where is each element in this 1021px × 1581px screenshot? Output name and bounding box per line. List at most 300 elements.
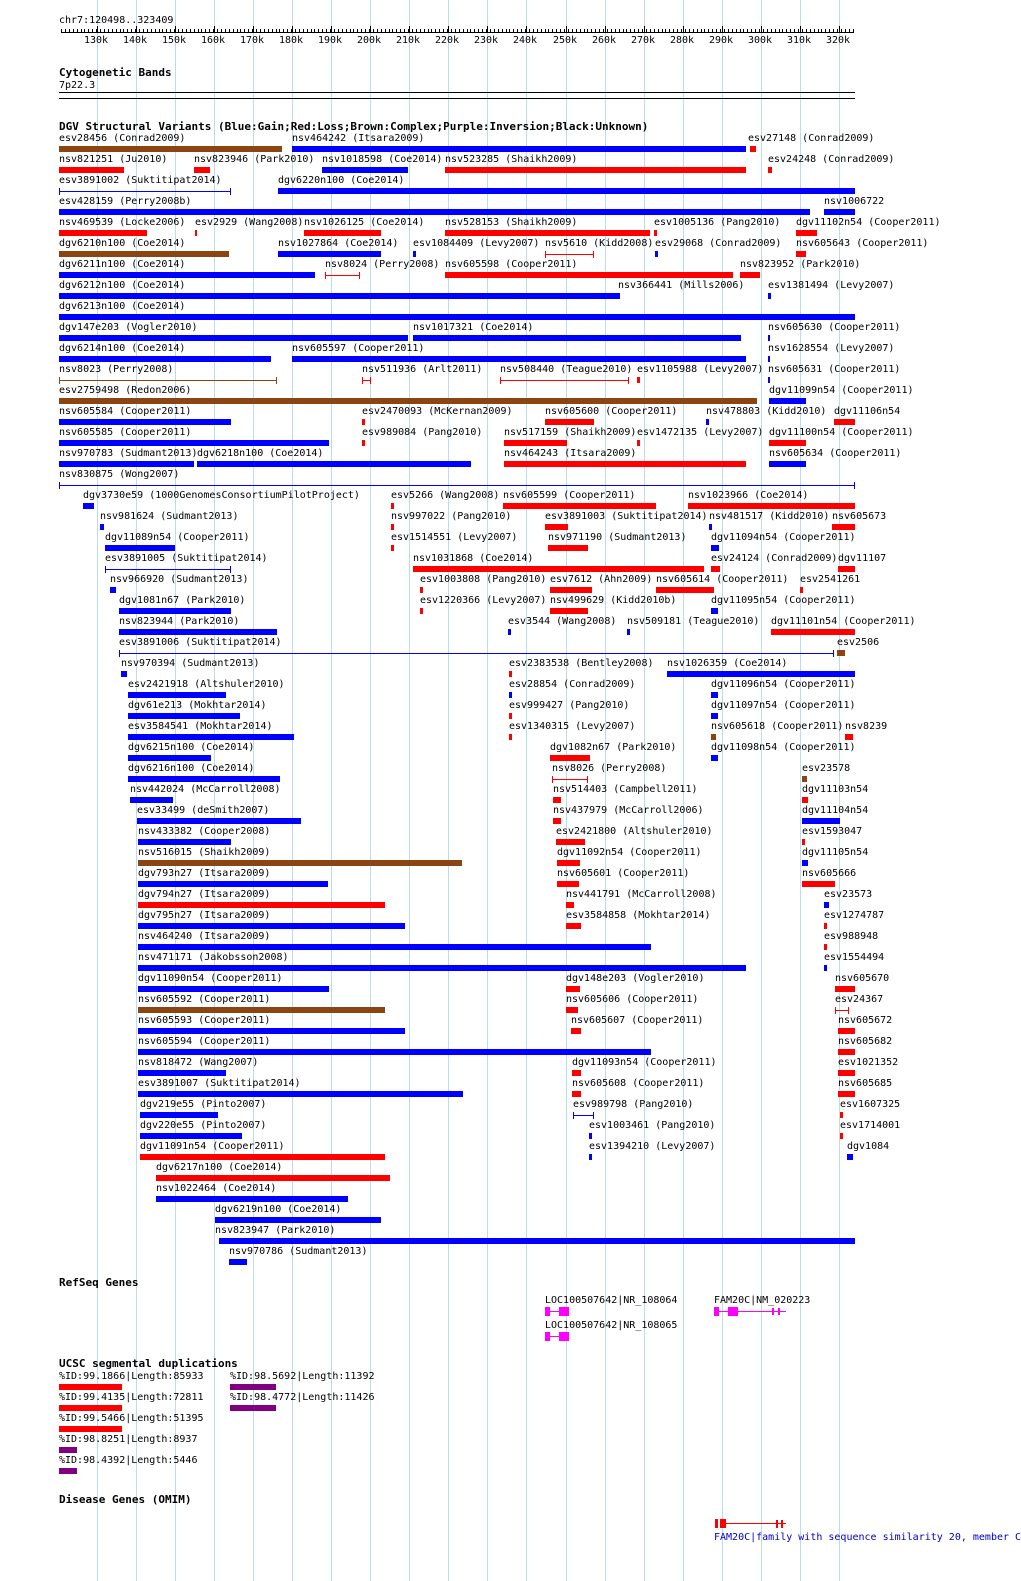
- dgv-feature-label[interactable]: dgv6216n100 (Coe2014): [128, 763, 255, 774]
- dgv-feature-label[interactable]: dgv11094n54 (Cooper2011): [711, 532, 856, 543]
- dgv-feature-bar[interactable]: [420, 587, 423, 593]
- dgv-feature-label[interactable]: esv1003808 (Pang2010): [420, 574, 547, 585]
- dgv-feature-bar[interactable]: [589, 1133, 592, 1139]
- dgv-feature-bar[interactable]: [802, 797, 808, 803]
- dgv-feature-bar[interactable]: [413, 335, 741, 341]
- dgv-feature-bar[interactable]: [137, 818, 301, 824]
- dgv-feature-bar[interactable]: [838, 566, 855, 572]
- dgv-feature-label[interactable]: nsv464240 (Itsara2009): [138, 931, 271, 942]
- dgv-feature-bar[interactable]: [121, 671, 127, 677]
- dgv-feature-bar[interactable]: [711, 545, 719, 551]
- dgv-feature-bar[interactable]: [59, 230, 147, 236]
- segdup-label[interactable]: %ID:98.5692|Length:11392: [230, 1371, 375, 1382]
- dgv-feature-bar[interactable]: [138, 860, 462, 866]
- dgv-feature-bar[interactable]: [802, 839, 805, 845]
- dgv-feature-bar[interactable]: [637, 440, 640, 446]
- dgv-feature-bar[interactable]: [140, 1154, 385, 1160]
- dgv-feature-label[interactable]: nsv823947 (Park2010): [215, 1225, 336, 1236]
- dgv-feature-label[interactable]: esv24367: [835, 994, 884, 1005]
- dgv-feature-label[interactable]: nsv1017321 (Coe2014): [413, 322, 534, 333]
- dgv-feature-label[interactable]: nsv5610 (Kidd2008): [545, 238, 654, 249]
- dgv-feature-bar[interactable]: [138, 986, 329, 992]
- dgv-feature-bar[interactable]: [119, 653, 834, 654]
- dgv-feature-label[interactable]: dgv11090n54 (Cooper2011): [138, 973, 283, 984]
- dgv-feature-label[interactable]: nsv605673: [832, 511, 887, 522]
- dgv-feature-bar[interactable]: [557, 881, 579, 887]
- dgv-feature-bar[interactable]: [553, 818, 561, 824]
- dgv-feature-bar[interactable]: [835, 986, 855, 992]
- dgv-feature-label[interactable]: dgv11098n54 (Cooper2011): [711, 742, 856, 753]
- dgv-feature-label[interactable]: nsv1023966 (Coe2014): [688, 490, 809, 501]
- dgv-feature-label[interactable]: nsv464243 (Itsara2009): [504, 448, 637, 459]
- dgv-feature-bar[interactable]: [800, 587, 803, 593]
- dgv-feature-label[interactable]: nsv442024 (McCarroll2008): [130, 784, 281, 795]
- dgv-feature-label[interactable]: dgv6220n100 (Coe2014): [278, 175, 405, 186]
- segdup-label[interactable]: %ID:98.8251|Length:8937: [59, 1434, 198, 1445]
- dgv-feature-bar[interactable]: [59, 335, 408, 341]
- dgv-feature-label[interactable]: nsv823952 (Park2010): [740, 259, 861, 270]
- dgv-feature-label[interactable]: nsv970783 (Sudmant2013): [59, 448, 198, 459]
- dgv-feature-label[interactable]: nsv605682: [838, 1036, 893, 1047]
- dgv-feature-bar[interactable]: [796, 251, 806, 257]
- dgv-feature-bar[interactable]: [128, 713, 240, 719]
- dgv-feature-label[interactable]: nsv1628554 (Levy2007): [768, 343, 895, 354]
- dgv-feature-bar[interactable]: [835, 1010, 849, 1011]
- dgv-feature-bar[interactable]: [229, 1259, 247, 1265]
- dgv-feature-label[interactable]: nsv966920 (Sudmant2013): [110, 574, 249, 585]
- dgv-feature-bar[interactable]: [119, 629, 277, 635]
- dgv-feature-bar[interactable]: [362, 419, 365, 425]
- dgv-feature-bar[interactable]: [59, 191, 231, 192]
- dgv-feature-label[interactable]: nsv605614 (Cooper2011): [656, 574, 789, 585]
- dgv-feature-bar[interactable]: [59, 398, 757, 404]
- dgv-feature-label[interactable]: dgv61e213 (Mokhtar2014): [128, 700, 267, 711]
- dgv-feature-label[interactable]: esv2541261: [800, 574, 861, 585]
- segdup-bar[interactable]: [230, 1384, 276, 1390]
- dgv-feature-label[interactable]: nsv1027864 (Coe2014): [278, 238, 399, 249]
- dgv-feature-bar[interactable]: [138, 923, 405, 929]
- dgv-feature-label[interactable]: nsv605584 (Cooper2011): [59, 406, 192, 417]
- dgv-feature-label[interactable]: nsv516015 (Shaikh2009): [138, 847, 271, 858]
- dgv-feature-bar[interactable]: [503, 503, 656, 509]
- dgv-feature-label[interactable]: nsv970786 (Sudmant2013): [229, 1246, 368, 1257]
- dgv-feature-bar[interactable]: [550, 755, 590, 761]
- dgv-feature-label[interactable]: esv1607325: [840, 1099, 901, 1110]
- dgv-feature-bar[interactable]: [509, 734, 512, 740]
- dgv-feature-label[interactable]: dgv1084: [847, 1141, 890, 1152]
- dgv-feature-label[interactable]: esv1472135 (Levy2007): [637, 427, 764, 438]
- dgv-feature-label[interactable]: nsv605685: [838, 1078, 893, 1089]
- dgv-feature-bar[interactable]: [138, 839, 231, 845]
- dgv-feature-label[interactable]: esv24248 (Conrad2009): [768, 154, 895, 165]
- dgv-feature-bar[interactable]: [110, 587, 116, 593]
- dgv-feature-label[interactable]: nsv514403 (Campbell2011): [553, 784, 698, 795]
- dgv-feature-label[interactable]: dgv1081n67 (Park2010): [119, 595, 246, 606]
- dgv-feature-bar[interactable]: [156, 1196, 348, 1202]
- dgv-feature-label[interactable]: esv2759498 (Redon2006): [59, 385, 192, 396]
- dgv-feature-label[interactable]: nsv605593 (Cooper2011): [138, 1015, 271, 1026]
- dgv-feature-label[interactable]: dgv11104n54: [802, 805, 869, 816]
- dgv-feature-bar[interactable]: [195, 230, 197, 236]
- dgv-feature-label[interactable]: esv3891006 (Suktitipat2014): [119, 637, 282, 648]
- dgv-feature-label[interactable]: esv3584541 (Mokhtar2014): [128, 721, 273, 732]
- dgv-feature-label[interactable]: dgv6210n100 (Coe2014): [59, 238, 186, 249]
- dgv-feature-bar[interactable]: [845, 734, 853, 740]
- dgv-feature-bar[interactable]: [768, 167, 772, 173]
- dgv-feature-bar[interactable]: [156, 1175, 390, 1181]
- dgv-feature-label[interactable]: esv23578: [802, 763, 851, 774]
- dgv-feature-label[interactable]: dgv11103n54: [802, 784, 869, 795]
- dgv-feature-label[interactable]: esv33499 (deSmith2007): [137, 805, 270, 816]
- dgv-feature-label[interactable]: esv1593047: [802, 826, 863, 837]
- dgv-feature-label[interactable]: nsv437979 (McCarroll2006): [553, 805, 704, 816]
- dgv-feature-bar[interactable]: [59, 440, 329, 446]
- segdup-label[interactable]: %ID:99.4135|Length:72811: [59, 1392, 204, 1403]
- dgv-feature-bar[interactable]: [709, 524, 712, 530]
- dgv-feature-label[interactable]: esv29068 (Conrad2009): [655, 238, 782, 249]
- dgv-feature-label[interactable]: esv24124 (Conrad2009): [711, 553, 838, 564]
- dgv-feature-label[interactable]: nsv1026125 (Coe2014): [304, 217, 425, 228]
- dgv-feature-label[interactable]: nsv8023 (Perry2008): [59, 364, 174, 375]
- segdup-bar[interactable]: [59, 1405, 122, 1411]
- dgv-feature-label[interactable]: nsv605606 (Cooper2011): [566, 994, 699, 1005]
- dgv-feature-label[interactable]: dgv6215n100 (Coe2014): [128, 742, 255, 753]
- dgv-feature-label[interactable]: nsv605600 (Cooper2011): [545, 406, 678, 417]
- dgv-feature-bar[interactable]: [59, 356, 271, 362]
- dgv-feature-bar[interactable]: [83, 503, 94, 509]
- dgv-feature-label[interactable]: nsv823944 (Park2010): [119, 616, 240, 627]
- dgv-feature-label[interactable]: nsv433382 (Cooper2008): [138, 826, 271, 837]
- dgv-feature-label[interactable]: nsv1006722: [824, 196, 885, 207]
- dgv-feature-bar[interactable]: [138, 1049, 651, 1055]
- dgv-feature-bar[interactable]: [557, 860, 580, 866]
- dgv-feature-bar[interactable]: [618, 293, 620, 299]
- dgv-feature-bar[interactable]: [550, 587, 592, 593]
- dgv-feature-bar[interactable]: [59, 251, 229, 257]
- dgv-feature-label[interactable]: dgv11100n54 (Cooper2011): [769, 427, 914, 438]
- dgv-feature-label[interactable]: nsv441791 (McCarroll2008): [566, 889, 717, 900]
- dgv-feature-bar[interactable]: [769, 398, 806, 404]
- dgv-feature-bar[interactable]: [197, 461, 471, 467]
- dgv-feature-label[interactable]: dgv11096n54 (Cooper2011): [711, 679, 856, 690]
- dgv-feature-bar[interactable]: [420, 608, 423, 614]
- dgv-feature-label[interactable]: nsv469539 (Locke2006): [59, 217, 186, 228]
- dgv-feature-bar[interactable]: [711, 608, 718, 614]
- dgv-feature-bar[interactable]: [278, 188, 855, 194]
- dgv-feature-bar[interactable]: [655, 251, 658, 257]
- refseq-gene-label[interactable]: LOC100507642|NR_108064: [545, 1295, 678, 1306]
- dgv-feature-label[interactable]: nsv464242 (Itsara2009): [292, 133, 425, 144]
- dgv-feature-bar[interactable]: [566, 902, 574, 908]
- dgv-feature-bar[interactable]: [769, 461, 806, 467]
- dgv-feature-bar[interactable]: [838, 1091, 855, 1097]
- dgv-feature-bar[interactable]: [566, 923, 581, 929]
- dgv-feature-bar[interactable]: [59, 461, 194, 467]
- dgv-feature-bar[interactable]: [552, 779, 588, 780]
- dgv-feature-bar[interactable]: [325, 275, 360, 276]
- dgv-feature-label[interactable]: esv2383538 (Bentley2008): [509, 658, 654, 669]
- segdup-bar[interactable]: [59, 1426, 122, 1432]
- dgv-feature-label[interactable]: nsv528153 (Shaikh2009): [445, 217, 578, 228]
- dgv-feature-bar[interactable]: [59, 209, 810, 215]
- dgv-feature-label[interactable]: esv1514551 (Levy2007): [391, 532, 518, 543]
- dgv-feature-bar[interactable]: [304, 230, 381, 236]
- dgv-feature-bar[interactable]: [292, 146, 746, 152]
- dgv-feature-label[interactable]: nsv981624 (Sudmant2013): [100, 511, 239, 522]
- dgv-feature-bar[interactable]: [847, 1154, 853, 1160]
- dgv-feature-label[interactable]: esv7612 (Ahn2009): [550, 574, 653, 585]
- dgv-feature-bar[interactable]: [750, 146, 756, 152]
- dgv-feature-label[interactable]: esv1340315 (Levy2007): [509, 721, 636, 732]
- dgv-feature-label[interactable]: esv28854 (Conrad2009): [509, 679, 636, 690]
- dgv-feature-label[interactable]: nsv605601 (Cooper2011): [557, 868, 690, 879]
- dgv-feature-bar[interactable]: [711, 713, 718, 719]
- dgv-feature-bar[interactable]: [59, 380, 277, 381]
- dgv-feature-label[interactable]: dgv11092n54 (Cooper2011): [557, 847, 702, 858]
- dgv-feature-bar[interactable]: [391, 545, 394, 551]
- dgv-feature-label[interactable]: nsv605672: [838, 1015, 893, 1026]
- dgv-feature-label[interactable]: nsv8239: [845, 721, 888, 732]
- dgv-feature-label[interactable]: esv3891005 (Suktitipat2014): [105, 553, 268, 564]
- dgv-feature-label[interactable]: esv28456 (Conrad2009): [59, 133, 186, 144]
- refseq-gene-label[interactable]: LOC100507642|NR_108065: [545, 1320, 678, 1331]
- dgv-feature-label[interactable]: dgv11099n54 (Cooper2011): [769, 385, 914, 396]
- dgv-feature-bar[interactable]: [59, 314, 855, 320]
- dgv-feature-bar[interactable]: [667, 671, 855, 677]
- dgv-feature-bar[interactable]: [509, 692, 512, 698]
- dgv-feature-bar[interactable]: [824, 902, 829, 908]
- dgv-feature-label[interactable]: dgv148e203 (Vogler2010): [566, 973, 705, 984]
- dgv-feature-bar[interactable]: [840, 1112, 843, 1118]
- dgv-feature-label[interactable]: nsv823946 (Park2010): [194, 154, 315, 165]
- dgv-feature-bar[interactable]: [138, 944, 651, 950]
- dgv-feature-label[interactable]: dgv3730e59 (1000GenomesConsortiumPilotProject): [83, 490, 360, 501]
- dgv-feature-label[interactable]: dgv795n27 (Itsara2009): [138, 910, 271, 921]
- dgv-feature-bar[interactable]: [138, 1028, 405, 1034]
- dgv-feature-bar[interactable]: [445, 230, 650, 236]
- dgv-feature-label[interactable]: dgv6211n100 (Coe2014): [59, 259, 186, 270]
- dgv-feature-label[interactable]: dgv11107: [838, 553, 887, 564]
- dgv-feature-label[interactable]: dgv6219n100 (Coe2014): [215, 1204, 342, 1215]
- dgv-feature-label[interactable]: esv2506: [837, 637, 880, 648]
- dgv-feature-bar[interactable]: [445, 272, 733, 278]
- dgv-feature-bar[interactable]: [553, 797, 561, 803]
- dgv-feature-label[interactable]: nsv1022464 (Coe2014): [156, 1183, 277, 1194]
- dgv-feature-bar[interactable]: [837, 650, 845, 656]
- segdup-label[interactable]: %ID:98.4772|Length:11426: [230, 1392, 375, 1403]
- dgv-feature-bar[interactable]: [100, 524, 104, 530]
- dgv-feature-label[interactable]: dgv220e55 (Pinto2007): [140, 1120, 267, 1131]
- dgv-feature-bar[interactable]: [105, 545, 175, 551]
- dgv-feature-label[interactable]: nsv509181 (Teague2010): [627, 616, 760, 627]
- segdup-label[interactable]: %ID:99.5466|Length:51395: [59, 1413, 204, 1424]
- dgv-feature-label[interactable]: esv1105988 (Levy2007): [637, 364, 764, 375]
- dgv-feature-bar[interactable]: [219, 1238, 855, 1244]
- dgv-feature-bar[interactable]: [832, 524, 855, 530]
- dgv-feature-bar[interactable]: [362, 440, 365, 446]
- dgv-feature-label[interactable]: esv1714001: [840, 1120, 901, 1131]
- segdup-label[interactable]: %ID:99.1866|Length:85933: [59, 1371, 204, 1382]
- dgv-feature-label[interactable]: dgv11091n54 (Cooper2011): [140, 1141, 285, 1152]
- dgv-feature-bar[interactable]: [128, 734, 294, 740]
- segdup-bar[interactable]: [59, 1468, 77, 1474]
- dgv-feature-bar[interactable]: [840, 1133, 843, 1139]
- dgv-feature-bar[interactable]: [59, 419, 231, 425]
- dgv-feature-label[interactable]: esv1554494: [824, 952, 885, 963]
- dgv-feature-label[interactable]: esv1003461 (Pang2010): [589, 1120, 716, 1131]
- dgv-feature-bar[interactable]: [138, 1007, 385, 1013]
- dgv-feature-label[interactable]: nsv1026359 (Coe2014): [667, 658, 788, 669]
- dgv-feature-bar[interactable]: [59, 485, 855, 486]
- dgv-feature-label[interactable]: nsv830875 (Wong2007): [59, 469, 180, 480]
- dgv-feature-bar[interactable]: [637, 377, 640, 383]
- dgv-feature-label[interactable]: dgv11097n54 (Cooper2011): [711, 700, 856, 711]
- dgv-feature-label[interactable]: dgv11089n54 (Cooper2011): [105, 532, 250, 543]
- dgv-feature-label[interactable]: dgv11093n54 (Cooper2011): [572, 1057, 717, 1068]
- dgv-feature-bar[interactable]: [711, 755, 718, 761]
- dgv-feature-bar[interactable]: [509, 671, 512, 677]
- dgv-feature-label[interactable]: nsv605599 (Cooper2011): [503, 490, 636, 501]
- dgv-feature-label[interactable]: esv3544 (Wang2008): [508, 616, 617, 627]
- dgv-feature-label[interactable]: nsv8026 (Perry2008): [552, 763, 667, 774]
- dgv-feature-label[interactable]: nsv8024 (Perry2008): [325, 259, 440, 270]
- dgv-feature-bar[interactable]: [545, 524, 568, 530]
- dgv-feature-label[interactable]: esv1394210 (Levy2007): [589, 1141, 716, 1152]
- dgv-feature-label[interactable]: esv1084409 (Levy2007): [413, 238, 540, 249]
- dgv-feature-label[interactable]: nsv605670: [835, 973, 890, 984]
- dgv-feature-bar[interactable]: [706, 419, 709, 425]
- dgv-feature-bar[interactable]: [571, 1028, 581, 1034]
- dgv-feature-bar[interactable]: [59, 293, 620, 299]
- dgv-feature-label[interactable]: nsv997022 (Pang2010): [391, 511, 512, 522]
- dgv-feature-label[interactable]: nsv366441 (Mills2006): [618, 280, 745, 291]
- dgv-feature-label[interactable]: dgv11095n54 (Cooper2011): [711, 595, 856, 606]
- dgv-feature-label[interactable]: nsv605594 (Cooper2011): [138, 1036, 271, 1047]
- dgv-feature-bar[interactable]: [688, 503, 855, 509]
- dgv-feature-label[interactable]: esv2421918 (Altshuler2010): [128, 679, 285, 690]
- dgv-feature-bar[interactable]: [138, 965, 746, 971]
- dgv-feature-label[interactable]: esv1021352: [838, 1057, 899, 1068]
- dgv-feature-bar[interactable]: [802, 818, 840, 824]
- dgv-feature-label[interactable]: nsv517159 (Shaikh2009): [504, 427, 637, 438]
- dgv-feature-bar[interactable]: [796, 230, 817, 236]
- dgv-feature-bar[interactable]: [573, 1115, 594, 1116]
- dgv-feature-label[interactable]: nsv605607 (Cooper2011): [571, 1015, 704, 1026]
- dgv-feature-label[interactable]: nsv523285 (Shaikh2009): [445, 154, 578, 165]
- dgv-feature-bar[interactable]: [130, 797, 173, 803]
- dgv-feature-bar[interactable]: [140, 1112, 218, 1118]
- segdup-bar[interactable]: [59, 1447, 77, 1453]
- dgv-feature-bar[interactable]: [589, 1154, 592, 1160]
- dgv-feature-bar[interactable]: [138, 1091, 463, 1097]
- dgv-feature-label[interactable]: dgv6213n100 (Coe2014): [59, 301, 186, 312]
- dgv-feature-label[interactable]: nsv605666: [802, 868, 857, 879]
- dgv-feature-bar[interactable]: [119, 608, 231, 614]
- dgv-feature-label[interactable]: nsv478803 (Kidd2010): [706, 406, 827, 417]
- dgv-feature-bar[interactable]: [556, 839, 585, 845]
- dgv-feature-bar[interactable]: [769, 440, 806, 446]
- dgv-feature-bar[interactable]: [802, 776, 807, 782]
- dgv-feature-bar[interactable]: [545, 419, 594, 425]
- segdup-bar[interactable]: [59, 1384, 122, 1390]
- dgv-feature-label[interactable]: dgv219e55 (Pinto2007): [140, 1099, 267, 1110]
- dgv-feature-bar[interactable]: [138, 881, 328, 887]
- dgv-feature-label[interactable]: esv3891007 (Suktitipat2014): [138, 1078, 301, 1089]
- dgv-feature-bar[interactable]: [711, 692, 718, 698]
- dgv-feature-bar[interactable]: [824, 944, 827, 950]
- dgv-feature-label[interactable]: esv27148 (Conrad2009): [748, 133, 875, 144]
- dgv-feature-bar[interactable]: [768, 377, 770, 383]
- dgv-feature-bar[interactable]: [572, 1070, 581, 1076]
- dgv-feature-bar[interactable]: [500, 380, 629, 381]
- dgv-feature-bar[interactable]: [768, 293, 771, 299]
- dgv-feature-label[interactable]: nsv1031868 (Coe2014): [413, 553, 534, 564]
- dgv-feature-bar[interactable]: [768, 335, 770, 341]
- segdup-bar[interactable]: [230, 1405, 276, 1411]
- dgv-feature-label[interactable]: dgv11105n54: [802, 847, 869, 858]
- dgv-feature-label[interactable]: esv1381494 (Levy2007): [768, 280, 895, 291]
- dgv-feature-bar[interactable]: [711, 734, 716, 740]
- dgv-feature-label[interactable]: nsv481517 (Kidd2010): [709, 511, 830, 522]
- dgv-feature-bar[interactable]: [509, 713, 512, 719]
- dgv-feature-bar[interactable]: [550, 608, 588, 614]
- dgv-feature-label[interactable]: nsv605631 (Cooper2011): [768, 364, 901, 375]
- dgv-feature-bar[interactable]: [391, 503, 394, 509]
- dgv-feature-bar[interactable]: [292, 356, 746, 362]
- dgv-feature-bar[interactable]: [194, 167, 210, 173]
- dgv-feature-bar[interactable]: [391, 524, 394, 530]
- dgv-feature-label[interactable]: dgv6214n100 (Coe2014): [59, 343, 186, 354]
- dgv-feature-label[interactable]: nsv821251 (Ju2010): [59, 154, 168, 165]
- dgv-feature-label[interactable]: dgv11102n54 (Cooper2011): [796, 217, 941, 228]
- dgv-feature-bar[interactable]: [545, 254, 594, 255]
- dgv-feature-bar[interactable]: [627, 629, 630, 635]
- dgv-feature-label[interactable]: nsv605592 (Cooper2011): [138, 994, 271, 1005]
- dgv-feature-label[interactable]: nsv605630 (Cooper2011): [768, 322, 901, 333]
- dgv-feature-bar[interactable]: [566, 1007, 578, 1013]
- dgv-feature-label[interactable]: dgv6212n100 (Coe2014): [59, 280, 186, 291]
- dgv-feature-label[interactable]: esv1274787: [824, 910, 885, 921]
- dgv-feature-bar[interactable]: [59, 272, 315, 278]
- dgv-feature-label[interactable]: nsv970394 (Sudmant2013): [121, 658, 260, 669]
- dgv-feature-bar[interactable]: [768, 356, 770, 362]
- dgv-feature-bar[interactable]: [838, 1028, 855, 1034]
- dgv-feature-label[interactable]: esv1220366 (Levy2007): [420, 595, 547, 606]
- dgv-feature-bar[interactable]: [413, 566, 704, 572]
- dgv-feature-label[interactable]: esv2929 (Wang2008): [195, 217, 304, 228]
- dgv-feature-label[interactable]: nsv605598 (Cooper2011): [445, 259, 578, 270]
- dgv-feature-bar[interactable]: [824, 209, 855, 215]
- dgv-feature-label[interactable]: esv428159 (Perry2008b): [59, 196, 192, 207]
- dgv-feature-bar[interactable]: [215, 1217, 381, 1223]
- dgv-feature-label[interactable]: nsv818472 (Wang2007): [138, 1057, 259, 1068]
- dgv-feature-label[interactable]: nsv971190 (Sudmant2013): [548, 532, 687, 543]
- dgv-feature-label[interactable]: nsv605608 (Cooper2011): [572, 1078, 705, 1089]
- dgv-feature-label[interactable]: nsv499629 (Kidd2010b): [550, 595, 677, 606]
- dgv-feature-bar[interactable]: [140, 1133, 242, 1139]
- dgv-feature-bar[interactable]: [771, 629, 855, 635]
- dgv-feature-label[interactable]: esv2421800 (Altshuler2010): [556, 826, 713, 837]
- dgv-feature-bar[interactable]: [59, 167, 124, 173]
- dgv-feature-label[interactable]: nsv508440 (Teague2010): [500, 364, 633, 375]
- dgv-feature-label[interactable]: esv3891002 (Suktitipat2014): [59, 175, 222, 186]
- dgv-feature-bar[interactable]: [128, 692, 226, 698]
- dgv-feature-label[interactable]: dgv793n27 (Itsara2009): [138, 868, 271, 879]
- dgv-feature-label[interactable]: esv5266 (Wang2008): [391, 490, 500, 501]
- dgv-feature-bar[interactable]: [834, 419, 855, 425]
- dgv-feature-bar[interactable]: [508, 629, 511, 635]
- dgv-feature-label[interactable]: esv1005136 (Pang2010): [654, 217, 781, 228]
